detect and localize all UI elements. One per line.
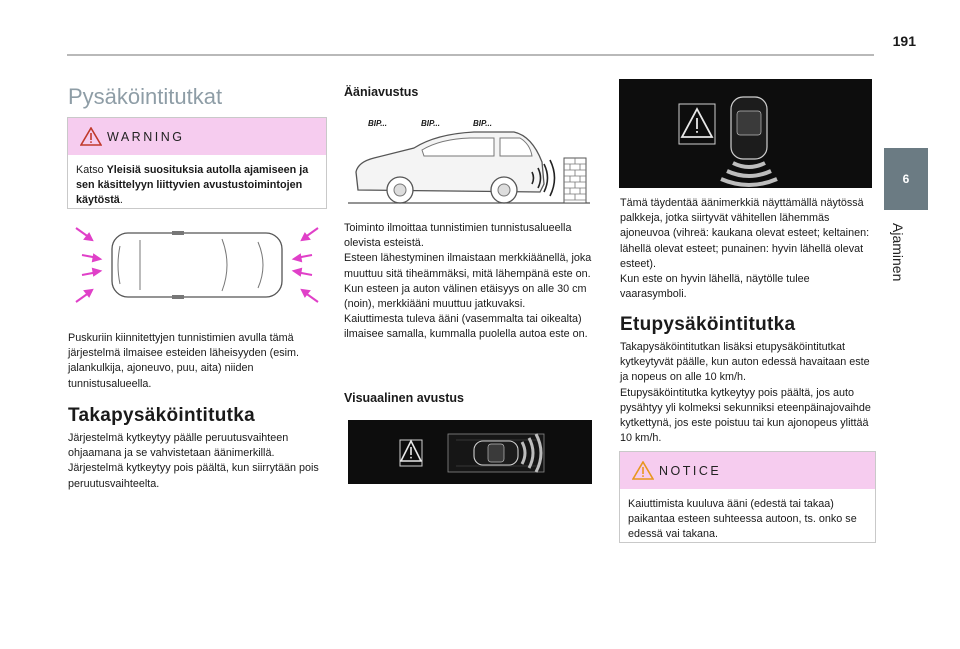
car-top-view-illustration	[72, 222, 322, 308]
car-side-view-svg	[344, 114, 594, 210]
page-number: 191	[892, 33, 916, 49]
notice-box	[619, 451, 876, 543]
notice-icon	[632, 461, 654, 480]
front-radar-heading: Etupysäköintitutka	[620, 314, 796, 335]
chapter-label	[874, 223, 938, 283]
warning-text-link[interactable]: Yleisiä suosituksia autolla ajamiseen ja sen käsittelyyn liittyvien avustustoimintojen käytöstä	[76, 164, 309, 207]
warning-box	[67, 117, 327, 209]
front-radar-text: Takapysäköintitutkan lisäksi etupysäköintitutkat kytkeytyvät päälle, kun auton edessä havaitaan este ja nopeus on alle 10 km/h. Etupysäköintitutka kytkeytyy pois päältä, jos auto pysähtyy yli kolmeksi sekunniksi eteenpäinajovaihde kytkettynä, jos este poistuu tai kun ajonopeus ylittää 10 km/h.	[620, 341, 871, 445]
rear-radar-text: Järjestelmä kytkeytyy päälle peruutusvaihteen ohjaamana ja se vahvistetaan äänimerkillä. Järjestelmä kytkeytyy pois päältä, kun siirrytään pois peruutusvaihteelta.	[68, 432, 319, 490]
visual-display-text: Tämä täydentää äänimerkkiä näyttämällä näytössä palkkeja, jotka siirtyvät vähitellen lähemmäs ajoneuvoa (vihreä: kaukana olevat esteet; keltainen: lähellä olevat esteet; punainen: hyvin lähellä olevat esteet). Kun este on hyvin lähellä, näytölle tulee vaarasymboli.	[620, 197, 870, 301]
notice-label: NOTICE	[659, 464, 722, 478]
warning-label: WARNING	[107, 130, 185, 144]
beep-label-2: BIP...	[421, 119, 440, 128]
notice-text: Kaiuttimista kuuluva ääni (edestä tai takaa) paikantaa esteen suhteessa autoon, ts. onko se edessä vai takana.	[628, 498, 857, 541]
visual-assist-heading: Visuaalinen avustus	[344, 391, 464, 405]
visual-display-screen	[619, 79, 872, 188]
notice-header	[620, 452, 875, 489]
visual-display-screen-svg	[619, 79, 872, 188]
page-title: Pysäköintitutkat	[68, 84, 223, 109]
beep-label-1: BIP...	[368, 119, 387, 128]
warning-icon	[80, 127, 102, 146]
warning-text	[68, 155, 326, 209]
rear-radar-heading: Takapysäköintitutka	[68, 405, 255, 426]
chapter-label-text: Ajaminen	[890, 223, 906, 282]
audio-assist-illustration	[344, 114, 594, 210]
intro-paragraph: Puskuriin kiinnitettyjen tunnistimien avulla tämä järjestelmä ilmaisee esteiden läheisyyden (esim. jalankulkija, ajoneuvo, puu, aita) niiden tunnistusalueella.	[68, 332, 300, 390]
warning-header	[68, 118, 326, 155]
warning-text-suffix: .	[119, 194, 123, 207]
warning-text-prefix: Katso	[76, 164, 107, 176]
beep-label-3: BIP...	[473, 119, 492, 128]
visual-assist-screen-svg	[348, 420, 592, 484]
audio-assist-text: Toiminto ilmoittaa tunnistimien tunnistusalueella olevista esteistä. Esteen lähestyminen ilmaistaan merkkiäänellä, joka muuttuu sitä tiheämmäksi, mitä lähempänä este on. Kun esteen ja auton välinen etäisyys on alle 30 cm (noin), merkkiääni muuttuu jatkuvaksi. Kaiuttimesta tuleva ääni (vasemmalta tai oikealta) ilmaisee samalla, kummalla puolella autoa este on.	[344, 222, 592, 341]
header-rule	[67, 54, 874, 56]
audio-assist-heading: Ääniavustus	[344, 85, 419, 99]
chapter-tab[interactable]: 6	[884, 148, 928, 210]
car-top-view-svg	[72, 222, 322, 308]
visual-assist-screen	[348, 420, 592, 484]
